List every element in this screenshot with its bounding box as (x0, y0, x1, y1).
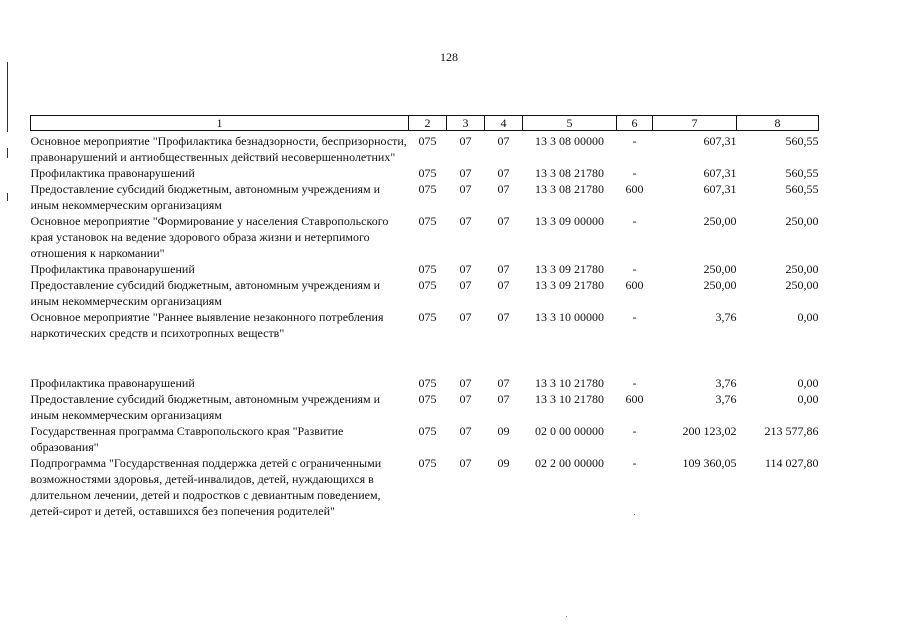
scan-edge-line (7, 193, 8, 201)
cell-section: 07 (459, 424, 472, 438)
cell-amount-2: 0,00 (797, 310, 819, 324)
cell-target-article: 13 3 08 21780 (535, 166, 604, 180)
cell-amount-2: 0,00 (797, 376, 819, 390)
row-name: Профилактика правонарушений (30, 166, 195, 180)
cell-expense-type: 600 (625, 392, 644, 406)
table-row (31, 131, 819, 166)
cell-target-article: 13 3 10 00000 (535, 310, 604, 324)
cell-ministry-code: 075 (418, 456, 437, 470)
row-name: Подпрограмма "Государственная поддержка детей с ограниченными возможностями здоровья, детей-инвалидов, детей, нуждающихся в длительном лечении, детей и подростков с девиантным поведением, детей-сирот и детей, оставшихся без попечения родителей" (30, 456, 382, 518)
cell-ministry-code: 075 (418, 278, 437, 292)
cell-target-article: 13 3 09 21780 (535, 278, 604, 292)
cell-target-article: 13 3 08 21780 (535, 182, 604, 196)
cell-subsection: 09 (497, 424, 510, 438)
cell-amount-1: 3,76 (715, 392, 737, 406)
cell-subsection: 07 (497, 166, 510, 180)
cell-amount-1: 3,76 (715, 310, 737, 324)
table-row (31, 455, 819, 519)
blank-spacer-row (31, 341, 819, 375)
table-row (31, 375, 819, 391)
cell-ministry-code: 075 (418, 166, 437, 180)
column-header: 7 (653, 116, 737, 131)
cell-amount-1: 200 123,02 (682, 424, 737, 438)
cell-expense-type: - (632, 166, 637, 180)
cell-expense-type: - (632, 424, 637, 438)
column-header: 6 (617, 116, 653, 131)
row-name: Основное мероприятие "Раннее выявление незаконного потребления наркотических средств и психотропных веществ" (30, 310, 384, 340)
table-row (31, 181, 819, 213)
cell-expense-type: - (632, 456, 637, 470)
budget-table (30, 115, 819, 519)
cell-target-article: 13 3 08 00000 (535, 134, 604, 148)
cell-amount-1: 607,31 (703, 166, 737, 180)
row-name: Основное мероприятие "Профилактика безнадзорности, беспризорности, правонарушений и антиобщественных действий несовершеннолетних" (30, 134, 407, 164)
cell-subsection: 09 (497, 456, 510, 470)
table-row (31, 165, 819, 181)
cell-target-article: 13 3 10 21780 (535, 392, 604, 406)
cell-ministry-code: 075 (418, 182, 437, 196)
row-name: Профилактика правонарушений (30, 262, 195, 276)
row-name: Предоставление субсидий бюджетным, автономным учреждениям и иным некоммерческим организациям (30, 278, 381, 308)
cell-amount-1: 250,00 (703, 278, 737, 292)
cell-amount-2: 250,00 (785, 214, 819, 228)
cell-subsection: 07 (497, 278, 510, 292)
table-row (31, 309, 819, 341)
cell-section: 07 (459, 262, 472, 276)
cell-amount-2: 213 577,86 (764, 424, 819, 438)
cell-target-article: 13 3 09 00000 (535, 214, 604, 228)
cell-expense-type: - (632, 214, 637, 228)
cell-ministry-code: 075 (418, 214, 437, 228)
cell-section: 07 (459, 166, 472, 180)
column-header: 1 (31, 116, 409, 131)
cell-target-article: 02 2 00 00000 (535, 456, 604, 470)
scan-edge-line (7, 148, 8, 158)
table-row (31, 213, 819, 261)
cell-section: 07 (459, 214, 472, 228)
cell-subsection: 07 (497, 182, 510, 196)
column-header: 2 (409, 116, 447, 131)
scan-speck (634, 514, 635, 515)
cell-expense-type: 600 (625, 278, 644, 292)
cell-section: 07 (459, 310, 472, 324)
cell-subsection: 07 (497, 392, 510, 406)
cell-expense-type: 600 (625, 182, 644, 196)
cell-ministry-code: 075 (418, 392, 437, 406)
cell-amount-2: 250,00 (785, 262, 819, 276)
cell-subsection: 07 (497, 376, 510, 390)
table-row (31, 277, 819, 309)
cell-amount-1: 607,31 (703, 182, 737, 196)
column-header: 4 (485, 116, 523, 131)
cell-target-article: 13 3 09 21780 (535, 262, 604, 276)
scan-edge-line (7, 62, 8, 132)
cell-target-article: 13 3 10 21780 (535, 376, 604, 390)
cell-amount-2: 250,00 (785, 278, 819, 292)
cell-amount-1: 250,00 (703, 214, 737, 228)
cell-section: 07 (459, 376, 472, 390)
cell-section: 07 (459, 392, 472, 406)
cell-amount-1: 607,31 (703, 134, 737, 148)
cell-expense-type: - (632, 262, 637, 276)
cell-subsection: 07 (497, 262, 510, 276)
cell-amount-1: 250,00 (703, 262, 737, 276)
cell-subsection: 07 (497, 134, 510, 148)
page-number: 128 (440, 50, 458, 64)
cell-amount-1: 3,76 (715, 376, 737, 390)
cell-amount-2: 114 027,80 (764, 456, 819, 470)
cell-amount-2: 560,55 (785, 182, 819, 196)
cell-subsection: 07 (497, 214, 510, 228)
cell-amount-2: 560,55 (785, 134, 819, 148)
row-name: Государственная программа Ставропольского края "Развитие образования" (30, 424, 344, 454)
cell-amount-1: 109 360,05 (682, 456, 737, 470)
cell-ministry-code: 075 (418, 376, 437, 390)
row-name: Основное мероприятие "Формирование у населения Ставропольского края установок на ведение здорового образа жизни и нетерпимого отношения к наркомании" (30, 214, 389, 260)
row-name: Профилактика правонарушений (30, 376, 195, 390)
cell-ministry-code: 075 (418, 134, 437, 148)
cell-amount-2: 560,55 (785, 166, 819, 180)
table-row (31, 261, 819, 277)
cell-section: 07 (459, 456, 472, 470)
table-row (31, 391, 819, 423)
cell-section: 07 (459, 134, 472, 148)
cell-ministry-code: 075 (418, 424, 437, 438)
column-header: 5 (523, 116, 617, 131)
scan-speck (566, 616, 567, 617)
cell-section: 07 (459, 182, 472, 196)
cell-target-article: 02 0 00 00000 (535, 424, 604, 438)
cell-ministry-code: 075 (418, 262, 437, 276)
row-name: Предоставление субсидий бюджетным, автономным учреждениям и иным некоммерческим организациям (30, 392, 381, 422)
cell-subsection: 07 (497, 310, 510, 324)
cell-section: 07 (459, 278, 472, 292)
cell-expense-type: - (632, 376, 637, 390)
cell-expense-type: - (632, 310, 637, 324)
cell-ministry-code: 075 (418, 310, 437, 324)
column-header: 8 (737, 116, 819, 131)
cell-expense-type: - (632, 134, 637, 148)
table-row (31, 423, 819, 455)
cell-amount-2: 0,00 (797, 392, 819, 406)
column-header: 3 (447, 116, 485, 131)
row-name: Предоставление субсидий бюджетным, автономным учреждениям и иным некоммерческим организациям (30, 182, 381, 212)
table-header-row (31, 116, 819, 131)
